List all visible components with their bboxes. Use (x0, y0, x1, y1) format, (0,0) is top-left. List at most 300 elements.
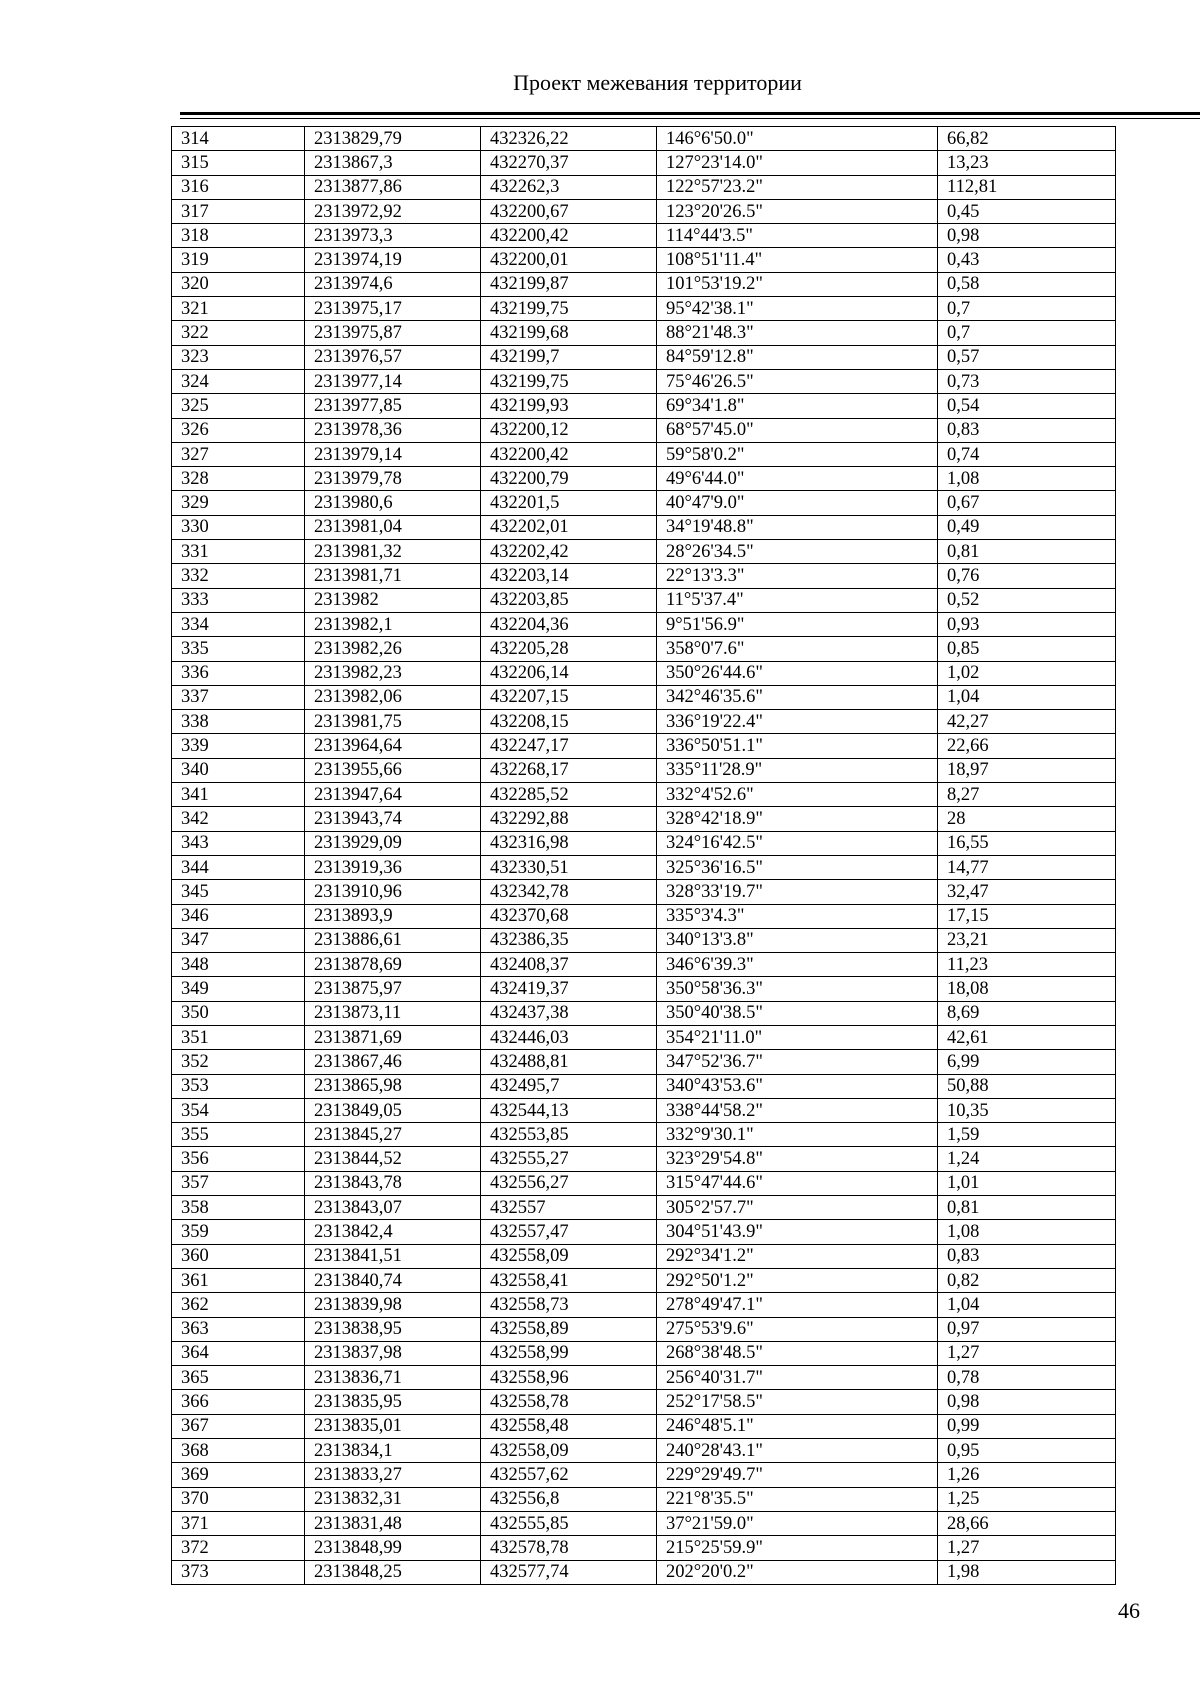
point-number-cell: 345 (172, 880, 305, 904)
y-coordinate-cell: 432437,38 (481, 1001, 657, 1025)
table-row (172, 783, 1116, 807)
x-coordinate-cell: 2313947,64 (305, 783, 481, 807)
point-number-cell: 351 (172, 1025, 305, 1049)
table-row (172, 880, 1116, 904)
x-coordinate-cell: 2313834,1 (305, 1439, 481, 1463)
y-coordinate-cell: 432558,09 (481, 1439, 657, 1463)
distance-cell: 32,47 (938, 880, 1116, 904)
bearing-cell: 332°9'30.1" (657, 1123, 938, 1147)
x-coordinate-cell: 2313977,14 (305, 369, 481, 393)
table-row (172, 1536, 1116, 1560)
y-coordinate-cell: 432330,51 (481, 855, 657, 879)
y-coordinate-cell: 432419,37 (481, 977, 657, 1001)
point-number-cell: 344 (172, 855, 305, 879)
distance-cell: 1,27 (938, 1536, 1116, 1560)
table-row (172, 953, 1116, 977)
point-number-cell: 347 (172, 928, 305, 952)
table-row (172, 1074, 1116, 1098)
table-row (172, 1147, 1116, 1171)
distance-cell: 23,21 (938, 928, 1116, 952)
bearing-cell: 37°21'59.0" (657, 1511, 938, 1535)
table-row (172, 369, 1116, 393)
point-number-cell: 366 (172, 1390, 305, 1414)
bearing-cell: 292°34'1.2" (657, 1244, 938, 1268)
table-row (172, 807, 1116, 831)
distance-cell: 0,57 (938, 345, 1116, 369)
table-row (172, 1025, 1116, 1049)
bearing-cell: 69°34'1.8" (657, 394, 938, 418)
point-number-cell: 359 (172, 1220, 305, 1244)
y-coordinate-cell: 432200,42 (481, 442, 657, 466)
distance-cell: 0,81 (938, 540, 1116, 564)
point-number-cell: 371 (172, 1511, 305, 1535)
table-row (172, 1317, 1116, 1341)
table-row (172, 1050, 1116, 1074)
point-number-cell: 320 (172, 272, 305, 296)
table-row (172, 758, 1116, 782)
bearing-cell: 350°40'38.5" (657, 1001, 938, 1025)
x-coordinate-cell: 2313844,52 (305, 1147, 481, 1171)
table-row (172, 1487, 1116, 1511)
x-coordinate-cell: 2313835,01 (305, 1414, 481, 1438)
point-number-cell: 330 (172, 515, 305, 539)
x-coordinate-cell: 2313836,71 (305, 1366, 481, 1390)
distance-cell: 1,24 (938, 1147, 1116, 1171)
point-number-cell: 323 (172, 345, 305, 369)
bearing-cell: 328°42'18.9" (657, 807, 938, 831)
bearing-cell: 40°47'9.0" (657, 491, 938, 515)
bearing-cell: 336°19'22.4" (657, 710, 938, 734)
x-coordinate-cell: 2313977,85 (305, 394, 481, 418)
bearing-cell: 305°2'57.7" (657, 1196, 938, 1220)
table-row (172, 345, 1116, 369)
bearing-cell: 342°46'35.6" (657, 685, 938, 709)
distance-cell: 1,08 (938, 1220, 1116, 1244)
x-coordinate-cell: 2313886,61 (305, 928, 481, 952)
y-coordinate-cell: 432200,01 (481, 248, 657, 272)
distance-cell: 1,01 (938, 1171, 1116, 1195)
point-number-cell: 372 (172, 1536, 305, 1560)
point-number-cell: 358 (172, 1196, 305, 1220)
x-coordinate-cell: 2313843,78 (305, 1171, 481, 1195)
bearing-cell: 229°29'49.7" (657, 1463, 938, 1487)
bearing-cell: 324°16'42.5" (657, 831, 938, 855)
y-coordinate-cell: 432199,68 (481, 321, 657, 345)
distance-cell: 14,77 (938, 855, 1116, 879)
x-coordinate-cell: 2313981,75 (305, 710, 481, 734)
distance-cell: 0,98 (938, 224, 1116, 248)
bearing-cell: 240°28'43.1" (657, 1439, 938, 1463)
distance-cell: 0,45 (938, 199, 1116, 223)
bearing-cell: 252°17'58.5" (657, 1390, 938, 1414)
x-coordinate-cell: 2313974,6 (305, 272, 481, 296)
point-number-cell: 338 (172, 710, 305, 734)
table-row (172, 661, 1116, 685)
point-number-cell: 349 (172, 977, 305, 1001)
table-row (172, 1098, 1116, 1122)
page-title: Проект межевания территории (513, 70, 802, 95)
point-number-cell: 332 (172, 564, 305, 588)
distance-cell: 0,52 (938, 588, 1116, 612)
point-number-cell: 360 (172, 1244, 305, 1268)
distance-cell: 8,69 (938, 1001, 1116, 1025)
y-coordinate-cell: 432206,14 (481, 661, 657, 685)
bearing-cell: 84°59'12.8" (657, 345, 938, 369)
point-number-cell: 350 (172, 1001, 305, 1025)
point-number-cell: 346 (172, 904, 305, 928)
table-row (172, 831, 1116, 855)
x-coordinate-cell: 2313871,69 (305, 1025, 481, 1049)
bearing-cell: 34°19'48.8" (657, 515, 938, 539)
bearing-cell: 323°29'54.8" (657, 1147, 938, 1171)
y-coordinate-cell: 432488,81 (481, 1050, 657, 1074)
x-coordinate-cell: 2313873,11 (305, 1001, 481, 1025)
table-row (172, 904, 1116, 928)
bearing-cell: 88°21'48.3" (657, 321, 938, 345)
bearing-cell: 350°26'44.6" (657, 661, 938, 685)
bearing-cell: 346°6'39.3" (657, 953, 938, 977)
distance-cell: 112,81 (938, 175, 1116, 199)
bearing-cell: 146°6'50.0" (657, 127, 938, 151)
x-coordinate-cell: 2313841,51 (305, 1244, 481, 1268)
distance-cell: 1,04 (938, 1293, 1116, 1317)
x-coordinate-cell: 2313982 (305, 588, 481, 612)
distance-cell: 0,43 (938, 248, 1116, 272)
table-row (172, 175, 1116, 199)
distance-cell: 28,66 (938, 1511, 1116, 1535)
x-coordinate-cell: 2313955,66 (305, 758, 481, 782)
table-row (172, 467, 1116, 491)
table-row (172, 1293, 1116, 1317)
table-row (172, 127, 1116, 151)
table-row (172, 394, 1116, 418)
table-row (172, 637, 1116, 661)
table-row (172, 612, 1116, 636)
distance-cell: 0,82 (938, 1268, 1116, 1292)
y-coordinate-cell: 432200,79 (481, 467, 657, 491)
distance-cell: 1,04 (938, 685, 1116, 709)
bearing-cell: 328°33'19.7" (657, 880, 938, 904)
y-coordinate-cell: 432200,42 (481, 224, 657, 248)
bearing-cell: 335°11'28.9" (657, 758, 938, 782)
point-number-cell: 315 (172, 151, 305, 175)
bearing-cell: 101°53'19.2" (657, 272, 938, 296)
bearing-cell: 28°26'34.5" (657, 540, 938, 564)
bearing-cell: 246°48'5.1" (657, 1414, 938, 1438)
table-row (172, 1341, 1116, 1365)
distance-cell: 17,15 (938, 904, 1116, 928)
distance-cell: 22,66 (938, 734, 1116, 758)
x-coordinate-cell: 2313982,06 (305, 685, 481, 709)
y-coordinate-cell: 432558,78 (481, 1390, 657, 1414)
bearing-cell: 123°20'26.5" (657, 199, 938, 223)
y-coordinate-cell: 432207,15 (481, 685, 657, 709)
point-number-cell: 328 (172, 467, 305, 491)
bearing-cell: 256°40'31.7" (657, 1366, 938, 1390)
point-number-cell: 343 (172, 831, 305, 855)
bearing-cell: 268°38'48.5" (657, 1341, 938, 1365)
x-coordinate-cell: 2313843,07 (305, 1196, 481, 1220)
table-row (172, 1390, 1116, 1414)
distance-cell: 0,93 (938, 612, 1116, 636)
x-coordinate-cell: 2313982,23 (305, 661, 481, 685)
distance-cell: 0,81 (938, 1196, 1116, 1220)
y-coordinate-cell: 432202,42 (481, 540, 657, 564)
point-number-cell: 335 (172, 637, 305, 661)
bearing-cell: 304°51'43.9" (657, 1220, 938, 1244)
distance-cell: 10,35 (938, 1098, 1116, 1122)
table-row (172, 1268, 1116, 1292)
y-coordinate-cell: 432200,67 (481, 199, 657, 223)
point-number-cell: 357 (172, 1171, 305, 1195)
header-rule-thick (180, 112, 1200, 115)
y-coordinate-cell: 432557 (481, 1196, 657, 1220)
distance-cell: 42,27 (938, 710, 1116, 734)
y-coordinate-cell: 432558,41 (481, 1268, 657, 1292)
point-number-cell: 355 (172, 1123, 305, 1147)
distance-cell: 0,54 (938, 394, 1116, 418)
x-coordinate-cell: 2313910,96 (305, 880, 481, 904)
distance-cell: 0,67 (938, 491, 1116, 515)
point-number-cell: 365 (172, 1366, 305, 1390)
y-coordinate-cell: 432204,36 (481, 612, 657, 636)
y-coordinate-cell: 432342,78 (481, 880, 657, 904)
distance-cell: 50,88 (938, 1074, 1116, 1098)
distance-cell: 1,27 (938, 1341, 1116, 1365)
table-row (172, 1171, 1116, 1195)
point-number-cell: 352 (172, 1050, 305, 1074)
table-row (172, 1001, 1116, 1025)
y-coordinate-cell: 432200,12 (481, 418, 657, 442)
y-coordinate-cell: 432558,09 (481, 1244, 657, 1268)
distance-cell: 0,7 (938, 321, 1116, 345)
distance-cell: 66,82 (938, 127, 1116, 151)
point-number-cell: 361 (172, 1268, 305, 1292)
bearing-cell: 338°44'58.2" (657, 1098, 938, 1122)
distance-cell: 0,49 (938, 515, 1116, 539)
table-row (172, 272, 1116, 296)
x-coordinate-cell: 2313979,78 (305, 467, 481, 491)
bearing-cell: 122°57'23.2" (657, 175, 938, 199)
point-number-cell: 341 (172, 783, 305, 807)
x-coordinate-cell: 2313838,95 (305, 1317, 481, 1341)
distance-cell: 0,74 (938, 442, 1116, 466)
table-row (172, 1244, 1116, 1268)
y-coordinate-cell: 432555,85 (481, 1511, 657, 1535)
distance-cell: 0,76 (938, 564, 1116, 588)
y-coordinate-cell: 432577,74 (481, 1560, 657, 1584)
point-number-cell: 326 (172, 418, 305, 442)
bearing-cell: 11°5'37.4" (657, 588, 938, 612)
x-coordinate-cell: 2313865,98 (305, 1074, 481, 1098)
distance-cell: 0,97 (938, 1317, 1116, 1341)
x-coordinate-cell: 2313878,69 (305, 953, 481, 977)
table-row (172, 1414, 1116, 1438)
bearing-cell: 354°21'11.0" (657, 1025, 938, 1049)
point-number-cell: 362 (172, 1293, 305, 1317)
bearing-cell: 114°44'3.5" (657, 224, 938, 248)
y-coordinate-cell: 432326,22 (481, 127, 657, 151)
bearing-cell: 332°4'52.6" (657, 783, 938, 807)
x-coordinate-cell: 2313840,74 (305, 1268, 481, 1292)
bearing-cell: 278°49'47.1" (657, 1293, 938, 1317)
table-row (172, 928, 1116, 952)
x-coordinate-cell: 2313831,48 (305, 1511, 481, 1535)
y-coordinate-cell: 432557,62 (481, 1463, 657, 1487)
y-coordinate-cell: 432370,68 (481, 904, 657, 928)
table-row (172, 540, 1116, 564)
point-number-cell: 370 (172, 1487, 305, 1511)
y-coordinate-cell: 432199,93 (481, 394, 657, 418)
x-coordinate-cell: 2313867,46 (305, 1050, 481, 1074)
table-row (172, 685, 1116, 709)
distance-cell: 42,61 (938, 1025, 1116, 1049)
x-coordinate-cell: 2313972,92 (305, 199, 481, 223)
point-number-cell: 342 (172, 807, 305, 831)
y-coordinate-cell: 432199,75 (481, 297, 657, 321)
bearing-cell: 95°42'38.1" (657, 297, 938, 321)
distance-cell: 1,02 (938, 661, 1116, 685)
bearing-cell: 59°58'0.2" (657, 442, 938, 466)
distance-cell: 1,08 (938, 467, 1116, 491)
table-row (172, 199, 1116, 223)
point-number-cell: 322 (172, 321, 305, 345)
table-row (172, 442, 1116, 466)
x-coordinate-cell: 2313978,36 (305, 418, 481, 442)
x-coordinate-cell: 2313981,32 (305, 540, 481, 564)
x-coordinate-cell: 2313829,79 (305, 127, 481, 151)
bearing-cell: 292°50'1.2" (657, 1268, 938, 1292)
y-coordinate-cell: 432292,88 (481, 807, 657, 831)
point-number-cell: 318 (172, 224, 305, 248)
y-coordinate-cell: 432199,87 (481, 272, 657, 296)
point-number-cell: 333 (172, 588, 305, 612)
y-coordinate-cell: 432495,7 (481, 1074, 657, 1098)
x-coordinate-cell: 2313964,64 (305, 734, 481, 758)
distance-cell: 0,99 (938, 1414, 1116, 1438)
distance-cell: 18,08 (938, 977, 1116, 1001)
bearing-cell: 22°13'3.3" (657, 564, 938, 588)
y-coordinate-cell: 432202,01 (481, 515, 657, 539)
x-coordinate-cell: 2313832,31 (305, 1487, 481, 1511)
coordinates-table-body (172, 127, 1116, 1585)
x-coordinate-cell: 2313979,14 (305, 442, 481, 466)
point-number-cell: 319 (172, 248, 305, 272)
y-coordinate-cell: 432557,47 (481, 1220, 657, 1244)
y-coordinate-cell: 432558,48 (481, 1414, 657, 1438)
bearing-cell: 340°13'3.8" (657, 928, 938, 952)
x-coordinate-cell: 2313848,25 (305, 1560, 481, 1584)
distance-cell: 0,58 (938, 272, 1116, 296)
distance-cell: 0,78 (938, 1366, 1116, 1390)
bearing-cell: 315°47'44.6" (657, 1171, 938, 1195)
point-number-cell: 340 (172, 758, 305, 782)
y-coordinate-cell: 432556,8 (481, 1487, 657, 1511)
coordinates-table (171, 126, 1116, 1585)
point-number-cell: 317 (172, 199, 305, 223)
x-coordinate-cell: 2313981,04 (305, 515, 481, 539)
point-number-cell: 356 (172, 1147, 305, 1171)
distance-cell: 1,59 (938, 1123, 1116, 1147)
table-row (172, 297, 1116, 321)
table-row (172, 588, 1116, 612)
x-coordinate-cell: 2313982,1 (305, 612, 481, 636)
y-coordinate-cell: 432268,17 (481, 758, 657, 782)
table-row (172, 710, 1116, 734)
table-row (172, 248, 1116, 272)
table-row (172, 977, 1116, 1001)
y-coordinate-cell: 432556,27 (481, 1171, 657, 1195)
distance-cell: 0,83 (938, 1244, 1116, 1268)
distance-cell: 13,23 (938, 151, 1116, 175)
point-number-cell: 364 (172, 1341, 305, 1365)
y-coordinate-cell: 432199,7 (481, 345, 657, 369)
point-number-cell: 329 (172, 491, 305, 515)
bearing-cell: 350°58'36.3" (657, 977, 938, 1001)
bearing-cell: 75°46'26.5" (657, 369, 938, 393)
x-coordinate-cell: 2313877,86 (305, 175, 481, 199)
x-coordinate-cell: 2313973,3 (305, 224, 481, 248)
x-coordinate-cell: 2313975,17 (305, 297, 481, 321)
table-row (172, 321, 1116, 345)
bearing-cell: 335°3'4.3" (657, 904, 938, 928)
distance-cell: 0,73 (938, 369, 1116, 393)
distance-cell: 16,55 (938, 831, 1116, 855)
table-row (172, 564, 1116, 588)
bearing-cell: 347°52'36.7" (657, 1050, 938, 1074)
y-coordinate-cell: 432201,5 (481, 491, 657, 515)
point-number-cell: 331 (172, 540, 305, 564)
bearing-cell: 340°43'53.6" (657, 1074, 938, 1098)
y-coordinate-cell: 432558,96 (481, 1366, 657, 1390)
x-coordinate-cell: 2313982,26 (305, 637, 481, 661)
x-coordinate-cell: 2313919,36 (305, 855, 481, 879)
table-row (172, 418, 1116, 442)
point-number-cell: 369 (172, 1463, 305, 1487)
distance-cell: 8,27 (938, 783, 1116, 807)
point-number-cell: 354 (172, 1098, 305, 1122)
y-coordinate-cell: 432208,15 (481, 710, 657, 734)
distance-cell: 0,85 (938, 637, 1116, 661)
bearing-cell: 108°51'11.4" (657, 248, 938, 272)
table-row (172, 491, 1116, 515)
x-coordinate-cell: 2313839,98 (305, 1293, 481, 1317)
table-row (172, 1123, 1116, 1147)
distance-cell: 1,98 (938, 1560, 1116, 1584)
distance-cell: 28 (938, 807, 1116, 831)
point-number-cell: 337 (172, 685, 305, 709)
y-coordinate-cell: 432446,03 (481, 1025, 657, 1049)
bearing-cell: 127°23'14.0" (657, 151, 938, 175)
point-number-cell: 373 (172, 1560, 305, 1584)
x-coordinate-cell: 2313833,27 (305, 1463, 481, 1487)
point-number-cell: 348 (172, 953, 305, 977)
x-coordinate-cell: 2313976,57 (305, 345, 481, 369)
y-coordinate-cell: 432558,89 (481, 1317, 657, 1341)
distance-cell: 11,23 (938, 953, 1116, 977)
y-coordinate-cell: 432203,85 (481, 588, 657, 612)
distance-cell: 1,26 (938, 1463, 1116, 1487)
table-row (172, 1220, 1116, 1244)
x-coordinate-cell: 2313867,3 (305, 151, 481, 175)
bearing-cell: 275°53'9.6" (657, 1317, 938, 1341)
x-coordinate-cell: 2313849,05 (305, 1098, 481, 1122)
point-number-cell: 316 (172, 175, 305, 199)
point-number-cell: 336 (172, 661, 305, 685)
distance-cell: 6,99 (938, 1050, 1116, 1074)
y-coordinate-cell: 432205,28 (481, 637, 657, 661)
point-number-cell: 321 (172, 297, 305, 321)
